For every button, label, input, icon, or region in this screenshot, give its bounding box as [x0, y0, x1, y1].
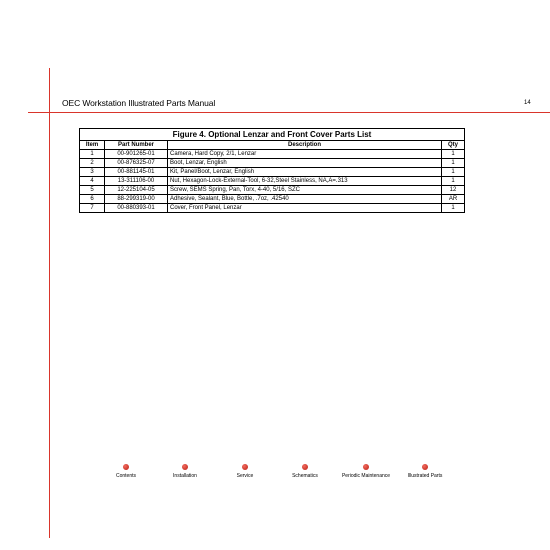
table-row — [80, 204, 465, 213]
bullet-dot-icon — [182, 464, 188, 470]
item-cell: 5 — [80, 186, 105, 195]
nav-schematics-link[interactable] — [287, 464, 323, 479]
nav-label: Contents — [115, 473, 136, 479]
item-cell: 2 — [80, 159, 105, 168]
description-cell: Boot, Lenzar, English — [168, 159, 442, 168]
nav-label: Illustrated Parts — [407, 473, 443, 479]
description-cell: Nut, Hexagon-Lock-External-Tool, 6-32,Steel Stainless, NA,A=.313 — [168, 177, 442, 186]
header-rule — [28, 112, 550, 113]
nav-label: Schematics — [292, 473, 318, 479]
column-header-item: Item — [80, 141, 105, 150]
bottom-navigation — [0, 464, 550, 484]
nav-label: Service — [236, 473, 254, 479]
bullet-dot-icon — [363, 464, 369, 470]
column-header-part-number: Part Number — [105, 141, 168, 150]
bullet-dot-icon — [242, 464, 248, 470]
part-number-cell: 88-299319-00 — [105, 195, 168, 204]
qty-cell: 1 — [442, 150, 465, 159]
description-cell: Adhesive, Sealant, Blue, Bottle, .7oz, .42540 — [168, 195, 442, 204]
part-number-cell: 00-880393-01 — [105, 204, 168, 213]
item-cell: 7 — [80, 204, 105, 213]
table-row — [80, 177, 465, 186]
qty-cell: 1 — [442, 168, 465, 177]
table-row — [80, 168, 465, 177]
part-number-cell: 12-225104-05 — [105, 186, 168, 195]
column-header-qty: Qty — [442, 141, 465, 150]
part-number-cell: 13-311106-00 — [105, 177, 168, 186]
bullet-dot-icon — [302, 464, 308, 470]
nav-periodic-maintenance-link[interactable] — [336, 464, 396, 479]
bullet-dot-icon — [123, 464, 129, 470]
table-row — [80, 186, 465, 195]
description-cell: Camera, Hard Copy, 2/1, Lenzar — [168, 150, 442, 159]
item-cell: 3 — [80, 168, 105, 177]
qty-cell: 12 — [442, 186, 465, 195]
table-row — [80, 150, 465, 159]
nav-illustrated-parts-link[interactable] — [402, 464, 448, 479]
page-number: 14 — [524, 100, 531, 106]
part-number-cell: 00-901265-01 — [105, 150, 168, 159]
parts-list-table — [79, 128, 465, 213]
item-cell: 6 — [80, 195, 105, 204]
column-header-description: Description — [168, 141, 442, 150]
nav-contents-link[interactable] — [111, 464, 141, 479]
table-caption-row — [80, 129, 465, 141]
nav-service-link[interactable] — [231, 464, 259, 479]
part-number-cell: 00-876325-07 — [105, 159, 168, 168]
nav-label: Installation — [173, 473, 197, 479]
nav-label: Periodic Maintenance — [341, 473, 391, 479]
qty-cell: 1 — [442, 204, 465, 213]
manual-title: OEC Workstation Illustrated Parts Manual — [62, 98, 216, 108]
table-row — [80, 195, 465, 204]
part-number-cell: 00-881145-01 — [105, 168, 168, 177]
table-caption: Figure 4. Optional Lenzar and Front Cover Parts List — [80, 129, 465, 141]
item-cell: 4 — [80, 177, 105, 186]
description-cell: Cover, Front Panel, Lenzar — [168, 204, 442, 213]
qty-cell: 1 — [442, 177, 465, 186]
qty-cell: 1 — [442, 159, 465, 168]
item-cell: 1 — [80, 150, 105, 159]
table-row — [80, 159, 465, 168]
nav-installation-link[interactable] — [167, 464, 203, 479]
table-header-row — [80, 141, 465, 150]
description-cell: Kit, Panel/Boot, Lenzar, English — [168, 168, 442, 177]
bullet-dot-icon — [422, 464, 428, 470]
qty-cell: AR — [442, 195, 465, 204]
description-cell: Screw, SEMS Spring, Pan, Torx, 4-40, 5/16, SZC — [168, 186, 442, 195]
